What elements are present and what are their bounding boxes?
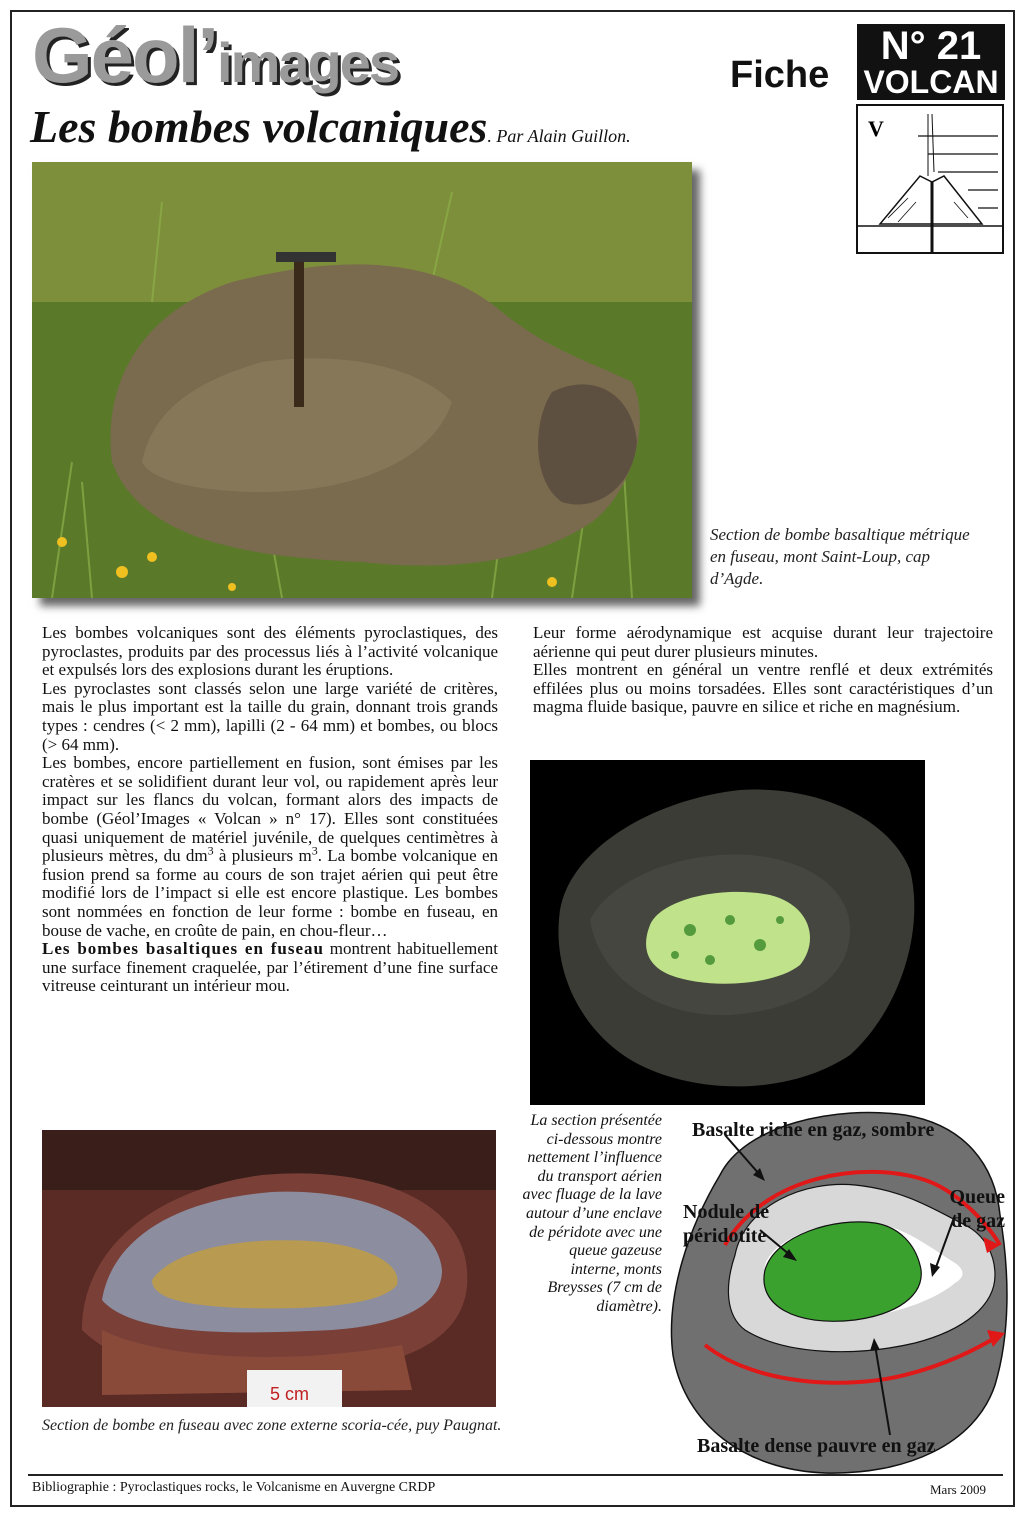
paragraph-spindle: Les bombes basaltiques en fuseau montrent habituellement une surface finement craquelée, par l’étirement d’une fine surface vitreuse ceinturant un intérieur mou. <box>42 939 498 996</box>
bomb-diagram <box>665 1105 1017 1475</box>
photo-scoria-bomb <box>42 1130 496 1407</box>
caption-photo1: Section de bombe basaltique métrique en fuseau, mont Saint-Loup, cap d’Agde. <box>710 525 970 588</box>
label-gas-rich-basalt: Basalte riche en gaz, sombre <box>692 1119 935 1141</box>
paragraph-intro: Les bombes volcaniques sont des éléments pyroclastiques, des pyroclastes, produits par des processus liés à l’activité volcanique et expulsés lors des explosions durant les éruptions. <box>42 623 498 680</box>
text-column-right <box>533 624 993 717</box>
fiche-badge <box>857 24 1005 100</box>
caption-photo2: Section de bombe en fuseau avec zone externe scoria-cée, puy Paugnat. <box>42 1417 502 1434</box>
volcano-icon-letter: V <box>868 116 884 141</box>
paragraph-classification: Les pyroclastes sont classés selon une large variété de critères, mais le plus important est la taille du grain, donnant trois grands types : cendres (< 2 mm), lapilli (2 - 64 mm) et bombes, ou blocs (> 64 mm). <box>42 678 498 754</box>
text-column-left <box>42 624 498 996</box>
publication-date: Mars 2009 <box>930 1482 986 1497</box>
photo-peridotite-bomb <box>530 760 925 1105</box>
page-title: Les bombes volcaniques. Par Alain Guillon. <box>30 101 631 152</box>
caption-photo3: La section présentée ci-dessous montre nettement l’influence du transport aérien avec fluage de la lave autour d’une enclave de péridote avec une queue gazeuse interne, monts Breysses (7 cm de diamètre). <box>522 1112 662 1315</box>
fiche-label: Fiche <box>730 54 830 96</box>
paragraph-bombs: Les bombes, encore partiellement en fusion, sont émises par les cratères et se solidifient durant leur vol, ou rapidement après leur impact sur les flancs du volcan, formant alors des impacts de bombe (Géol’Images « Volcan » n° 17). Elles sont constituées quasi uniquement de matériel juvénile, de quelques centimètres à plusieurs mètres, du $dm^3$ à plusieurs $m^3$. La bombe volcanique en fusion prend sa forme au cours de son trajet aérien qui peut être modifié lors de l’impact si elle est encore plastique. Les bombes sont nommées en fonction de leur forme : bombe en fuseau, en bouse de vache, en croûte de pain, en chou-fleur… <box>42 753 499 940</box>
volcano-icon <box>856 104 1004 254</box>
photo-spindle-bomb <box>32 162 692 598</box>
scale-label: 5 cm <box>270 1384 310 1404</box>
fiche-category: VOLCAN <box>863 64 999 100</box>
label-dense-basalt: Basalte dense pauvre en gaz <box>697 1435 936 1457</box>
label-gas-tail: Queue de gaz <box>949 1186 1005 1232</box>
footer-divider <box>28 1474 1003 1476</box>
bibliography: Bibliographie : Pyroclastiques rocks, le Volcanisme en Auvergne CRDP <box>32 1480 436 1495</box>
label-peridotite-nodule: Nodule de péridotite <box>683 1201 770 1247</box>
paragraph-aerodynamic: Leur forme aérodynamique est acquise durant leur trajectoire aérienne qui peut durer plusieurs minutes. <box>533 623 993 661</box>
paragraph-shape: Elles montrent en général un ventre renflé et deux extrémités effilées plus ou moins torsadées. Elles sont caractéristiques d’un magma fluide basique, pauvre en silice et riche en magnésium. <box>533 660 993 717</box>
fiche-number: N° 21 <box>880 24 982 68</box>
author: . Par Alain Guillon. <box>487 126 631 146</box>
logo: Géol’images <box>32 11 399 99</box>
